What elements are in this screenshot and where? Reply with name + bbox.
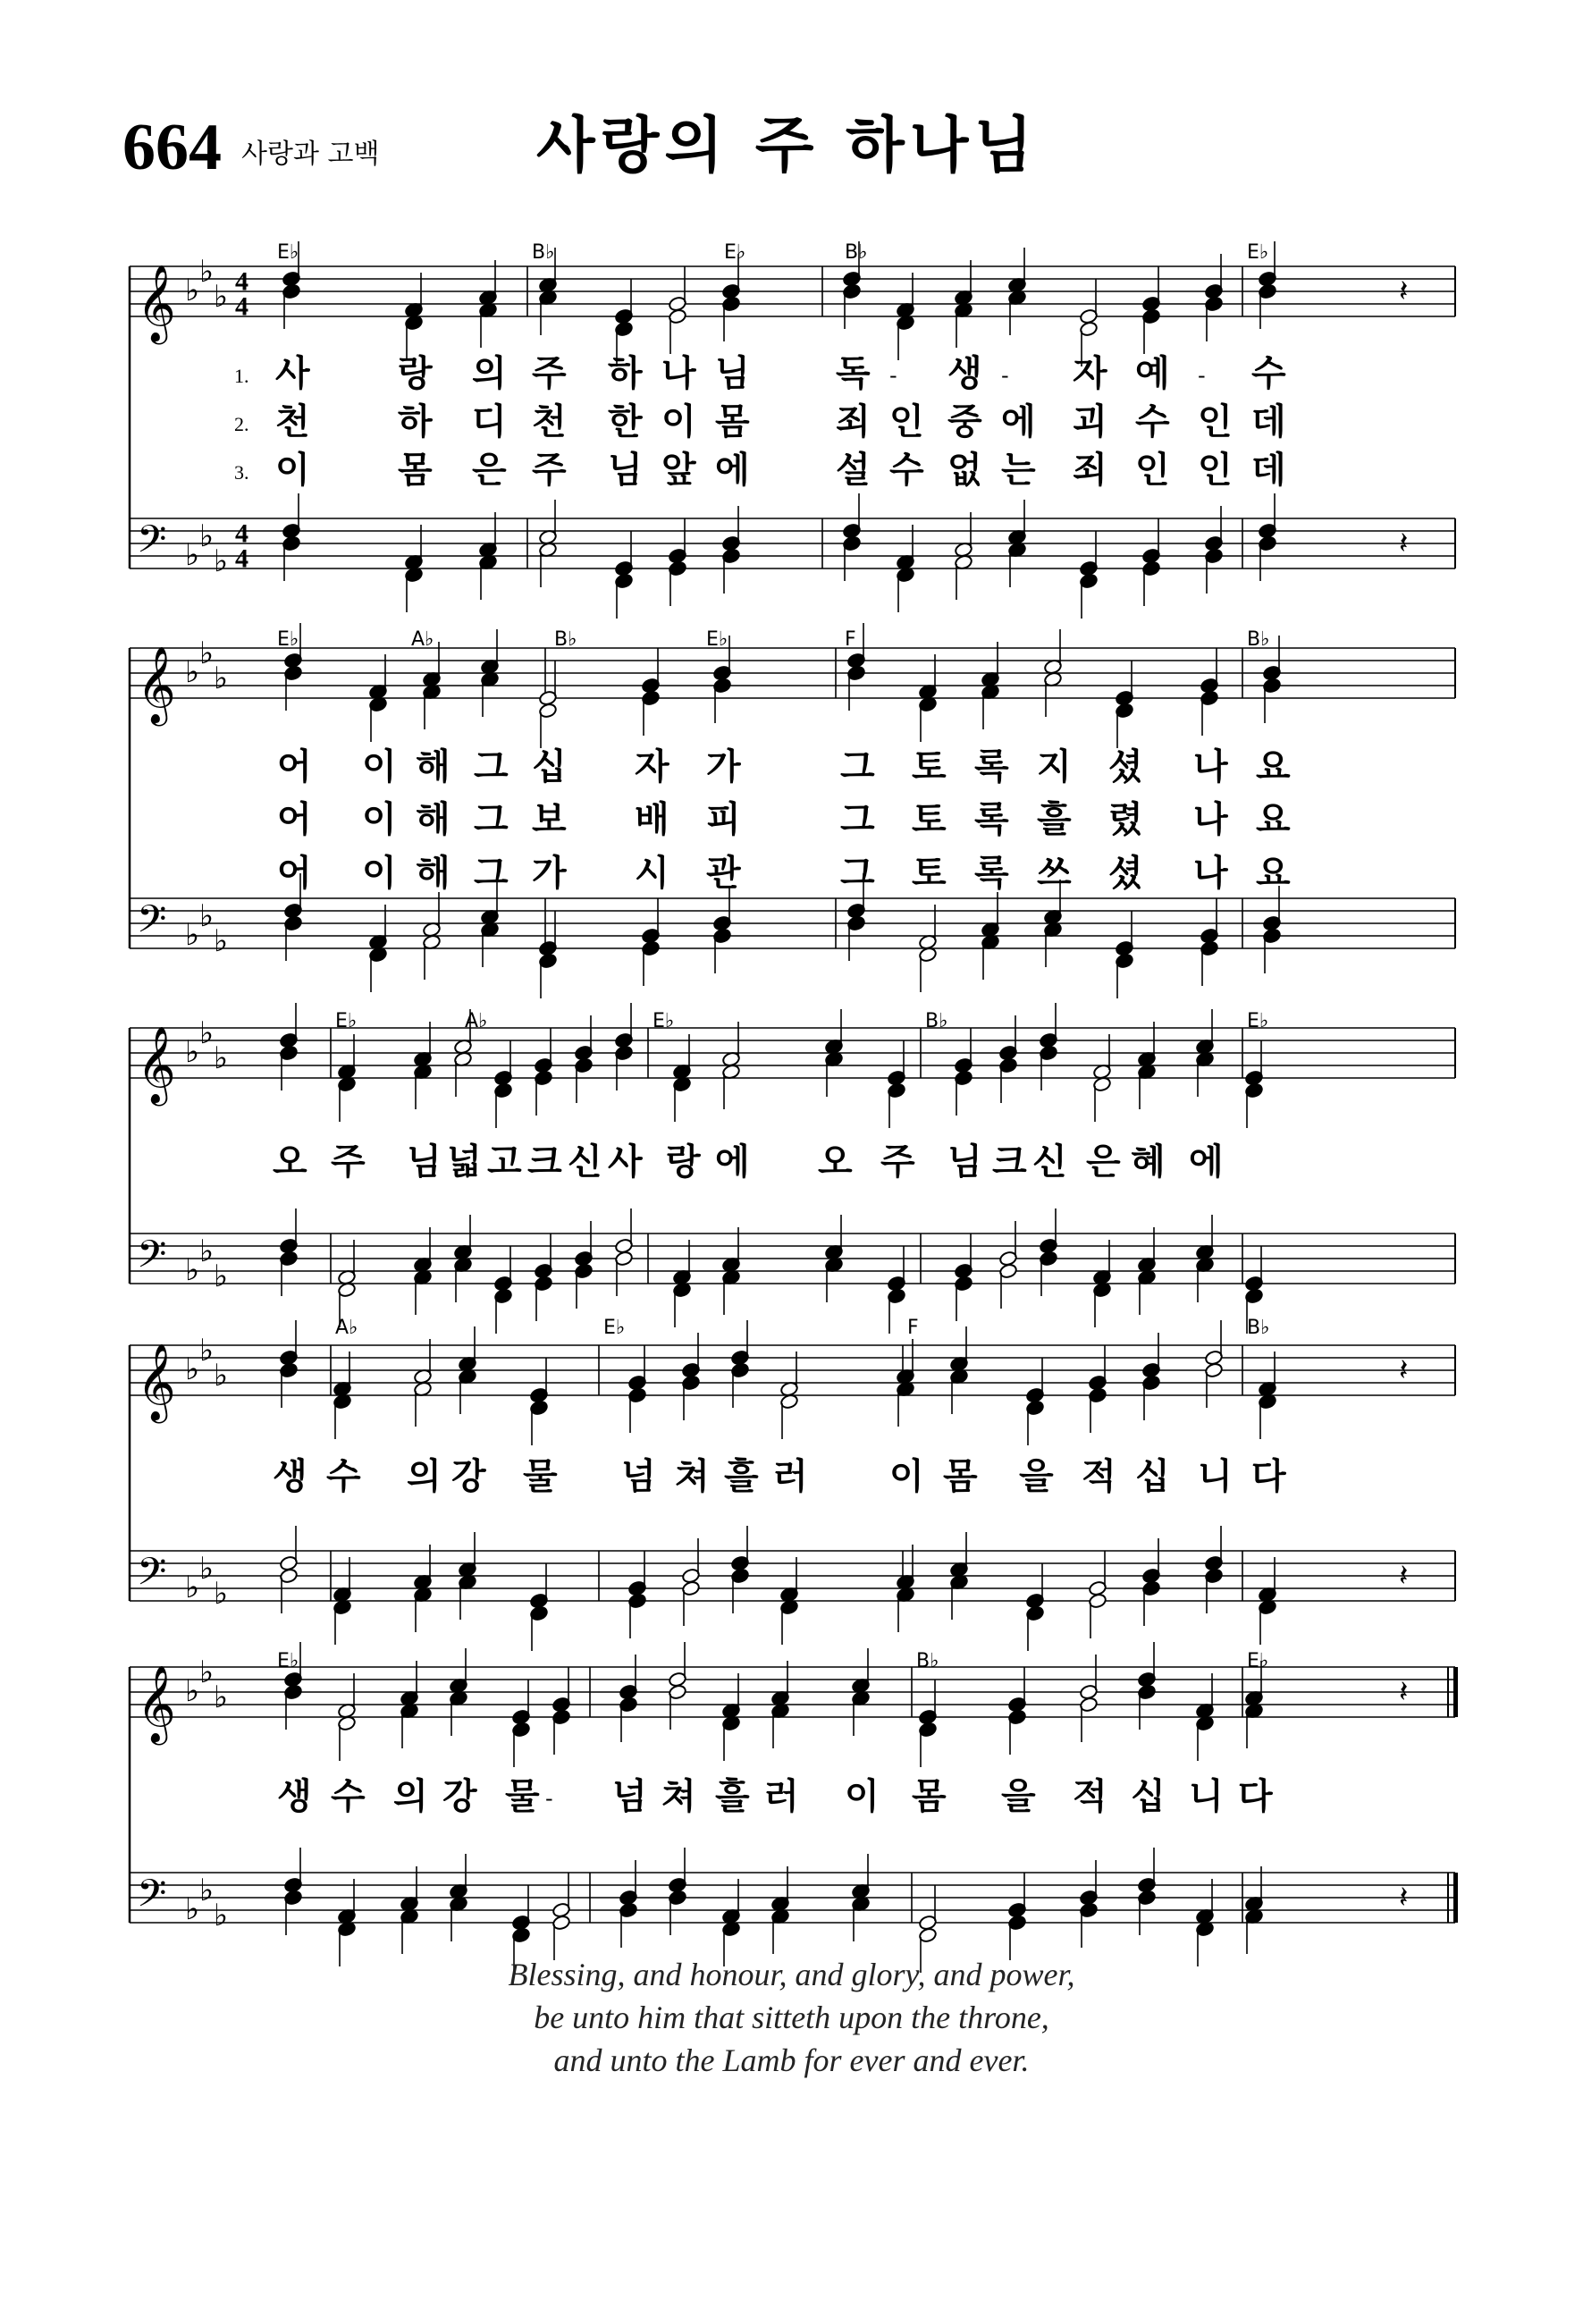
lyric-syllable: 몸 [715,401,750,442]
lyric-line-1 [0,1776,1583,1825]
lyric-syllable: 천 [532,401,567,442]
lyric-syllable: 주 [532,450,567,491]
lyric-syllable: 천 [275,401,310,442]
flat-icon: ♭ [185,1673,200,1709]
chord-symbol: A♭ [411,628,434,651]
lyric-syllable: 이 [889,1456,924,1497]
lyric-syllable: 의 [472,353,507,394]
chord-symbol: E♭ [335,1010,358,1032]
flat-icon: ♭ [199,636,215,671]
lyric-syllable: 이 [362,746,397,787]
lyric-syllable: 인 [1198,401,1233,442]
lyric-syllable: 그 [840,853,875,894]
lyric-syllable: 셨 [1108,746,1143,787]
lyric-syllable: 괴 [1073,401,1107,442]
lyric-syllable: 주 [331,1141,366,1183]
flat-icon: ♭ [214,1898,229,1933]
lyric-syllable: 토 [912,853,947,894]
quarter-rest-icon: 𝄽 [1399,1352,1409,1389]
lyric-syllable: 신 [1032,1141,1067,1183]
lyric-syllable: 사 [275,353,310,394]
lyric-syllable: 강 [451,1456,486,1497]
lyric-syllable: 생 [277,1776,312,1817]
flat-icon: ♭ [214,1680,229,1715]
flat-icon: ♭ [214,1358,229,1394]
lyric-syllable: 주 [880,1141,915,1183]
lyric-syllable: 토 [912,799,947,840]
lyric-syllable: 그 [474,746,509,787]
lyric-syllable: 시 [635,853,669,894]
lyric-syllable: 흘 [1037,799,1072,840]
lyric-syllable: 인 [889,401,924,442]
lyric-syllable: 니 [1189,1776,1224,1817]
lyric-syllable: - [545,1786,553,1811]
flat-icon: ♭ [199,1655,215,1690]
lyric-syllable: 중 [947,401,982,442]
flat-icon: ♭ [185,1252,200,1288]
lyric-syllable: 십 [1135,1456,1170,1497]
lyric-syllable: 독 [836,353,871,394]
lyric-syllable: 지 [1037,746,1072,787]
lyric-syllable: 랑 [398,353,433,394]
lyric-syllable: 크 [992,1141,1027,1183]
lyric-syllable: 님 [608,450,643,491]
chord-symbol: A♭ [465,1010,488,1032]
scripture-quote [0,1953,1583,2082]
bass-clef-icon: 𝄢 [137,1872,167,1925]
lyric-syllable: 니 [1198,1456,1233,1497]
flat-icon: ♭ [185,537,200,573]
lyric-syllable: 물 [523,1456,558,1497]
chord-symbol: E♭ [724,241,746,264]
scripture-line-3: and unto the Lamb for ever and ever. [553,2042,1030,2078]
flat-icon: ♭ [199,518,215,554]
lyric-syllable: 나 [661,353,696,394]
flat-icon: ♭ [214,923,229,959]
lyric-syllable: 보 [532,799,567,840]
hymn-title: 사랑의 주 하나님 [536,111,1039,181]
chord-symbol: E♭ [706,628,728,651]
lyric-syllable: 생 [273,1456,307,1497]
bass-clef-icon: 𝄢 [137,518,167,571]
lyric-syllable: 혜 [1131,1141,1166,1183]
quarter-rest-icon: 𝄽 [1399,1558,1409,1595]
chord-symbol: E♭ [603,1317,626,1339]
chord-symbol: B♭ [916,1650,939,1672]
lyric-syllable: 이 [362,799,397,840]
chord-symbol: E♭ [1247,1010,1269,1032]
chord-symbol: E♭ [277,1650,299,1672]
lyric-syllable: 넘 [621,1456,656,1497]
lyric-syllable: 러 [764,1776,799,1817]
treble-clef-icon: 𝄞 [137,1665,176,1742]
lyric-syllable: 에 [715,1141,750,1183]
lyric-syllable: 랑 [666,1141,701,1183]
lyric-syllable: 인 [1198,450,1233,491]
lyric-syllable: 해 [416,799,450,840]
quarter-rest-icon: 𝄽 [1399,274,1409,310]
chord-symbol: E♭ [1247,1650,1269,1672]
lyric-syllable: 록 [974,799,1009,840]
hymn-number: 664 [122,111,222,184]
lyric-syllable: 님 [715,353,750,394]
chord-symbol: A♭ [335,1317,358,1339]
lyric-syllable: 수 [326,1456,361,1497]
lyric-syllable: 관 [706,853,741,894]
chord-symbol: F [907,1317,919,1339]
flat-icon: ♭ [214,661,229,696]
lyric-syllable: 데 [1251,450,1286,491]
lyric-syllable: 그 [474,853,509,894]
lyric-syllable: 가 [706,746,741,787]
lyric-syllable: 은 [1086,1141,1121,1183]
lyric-syllable: 님 [947,1141,982,1183]
flat-icon: ♭ [214,1259,229,1294]
lyric-syllable: 넓 [447,1141,482,1183]
lyric-syllable: 나 [1193,853,1228,894]
lyric-syllable: - [889,363,897,388]
lyric-syllable: 은 [472,450,507,491]
chord-symbol: E♭ [1247,241,1269,264]
flat-icon: ♭ [185,917,200,953]
lyric-syllable: 셨 [1108,853,1143,894]
lyric-syllable: 어 [277,853,312,894]
flat-icon: ♭ [185,1034,200,1070]
lyric-syllable: 쳐 [675,1456,710,1497]
lyric-syllable: 디 [472,401,507,442]
lyric-syllable: 을 [1001,1776,1036,1817]
bass-clef-icon: 𝄢 [137,1550,167,1604]
time-signature: 4 [235,518,248,549]
lyric-syllable: 요 [1256,799,1291,840]
flat-icon: ♭ [199,898,215,934]
scripture-line-1: Blessing, and honour, and glory, and power, [508,1957,1075,1992]
lyric-syllable: 앞 [661,450,696,491]
lyric-syllable: 흘 [724,1456,759,1497]
lyric-syllable: 어 [277,799,312,840]
lyric-syllable: 몸 [912,1776,947,1817]
time-signature: 4 [235,266,248,297]
bass-clef-icon: 𝄢 [137,1233,167,1286]
lyric-syllable: 적 [1082,1456,1116,1497]
lyric-syllable: 넘 [612,1776,647,1817]
lyric-syllable: 록 [974,746,1009,787]
flat-icon: ♭ [185,654,200,690]
flat-icon: ♭ [199,1873,215,1908]
lyric-syllable: 님 [407,1141,442,1183]
lyric-syllable: 죄 [836,401,871,442]
lyric-syllable: 인 [1135,450,1170,491]
lyric-syllable: 의 [393,1776,428,1817]
flat-icon: ♭ [214,1576,229,1612]
lyric-syllable: 가 [532,853,567,894]
lyric-syllable: 어 [277,746,312,787]
lyric-syllable: 이 [661,401,696,442]
chord-symbol: B♭ [532,241,555,264]
lyric-syllable: 는 [1001,450,1036,491]
lyric-syllable: 쳐 [661,1776,696,1817]
quarter-rest-icon: 𝄽 [1399,526,1409,562]
lyric-syllable: 그 [474,799,509,840]
lyric-syllable: 하 [398,401,433,442]
lyric-syllable: 나 [1193,799,1228,840]
lyric-syllable: 렸 [1108,799,1143,840]
lyric-syllable: 에 [1189,1141,1224,1183]
lyric-syllable: 나 [1193,746,1228,787]
lyric-syllable: 수 [1135,401,1170,442]
lyric-syllable: 사 [608,1141,643,1183]
lyric-syllable: 록 [974,853,1009,894]
lyric-syllable: 신 [568,1141,602,1183]
verse-number: 2. [234,413,249,435]
lyric-syllable: 설 [836,450,871,491]
bass-clef-icon: 𝄢 [137,897,167,951]
chord-symbol: F [845,628,856,651]
lyric-syllable: 에 [1001,401,1036,442]
lyric-syllable: 을 [1019,1456,1054,1497]
treble-clef-icon: 𝄞 [137,646,176,723]
lyric-syllable: 자 [1073,353,1107,394]
lyric-syllable: 의 [407,1456,442,1497]
treble-clef-icon: 𝄞 [137,1026,176,1103]
lyric-syllable: 없 [947,450,982,491]
verse-number: 3. [234,461,249,484]
lyric-syllable: 수 [1251,353,1286,394]
quarter-rest-icon: 𝄽 [1399,1880,1409,1916]
quarter-rest-icon: 𝄽 [1399,1674,1409,1711]
lyric-syllable: 러 [773,1456,808,1497]
lyric-syllable: 다 [1251,1456,1286,1497]
time-signature: 4 [235,291,248,322]
lyric-syllable: 그 [840,799,875,840]
lyric-syllable: 해 [416,853,450,894]
chord-symbol: B♭ [1247,1317,1270,1339]
flat-icon: ♭ [199,1551,215,1587]
chord-symbol: E♭ [277,628,299,651]
lyric-syllable: 그 [840,746,875,787]
lyric-syllable: 물 [505,1776,540,1817]
chord-symbol: E♭ [277,241,299,264]
lyric-syllable: 흘 [715,1776,750,1817]
chord-symbol: E♭ [653,1010,675,1032]
lyric-syllable: 고 [487,1141,522,1183]
lyric-syllable: - [1001,363,1009,388]
chord-symbol: B♭ [845,241,868,264]
lyric-syllable: 크 [527,1141,562,1183]
lyric-syllable: 자 [635,746,669,787]
flat-icon: ♭ [199,254,215,290]
lyric-syllable: 한 [608,401,643,442]
flat-icon: ♭ [185,1570,200,1605]
lyric-syllable: 강 [442,1776,477,1817]
lyric-syllable: 십 [532,746,567,787]
lyric-syllable: 하 [608,353,643,394]
lyric-syllable: 죄 [1073,450,1107,491]
lyric-syllable: 주 [532,353,567,394]
lyric-syllable: 수 [331,1776,366,1817]
scripture-line-2: be unto him that sitteth upon the throne, [534,2000,1049,2035]
lyric-syllable: 이 [362,853,397,894]
lyric-syllable: - [1198,363,1206,388]
lyric-syllable: 데 [1251,401,1286,442]
flat-icon: ♭ [199,1234,215,1269]
lyric-syllable: 이 [275,450,310,491]
lyric-syllable: 수 [889,450,924,491]
flat-icon: ♭ [214,543,229,579]
flat-icon: ♭ [214,1040,229,1076]
lyric-syllable: 다 [1238,1776,1273,1817]
lyric-syllable: 오 [818,1141,853,1183]
time-signature: 4 [235,543,248,574]
lyric-syllable: 에 [715,450,750,491]
flat-icon: ♭ [185,1351,200,1387]
lyric-syllable: 쓰 [1037,853,1072,894]
lyric-syllable: 이 [845,1776,880,1817]
lyric-syllable: 배 [635,799,669,840]
lyric-syllable: 십 [1131,1776,1166,1817]
lyric-syllable: 토 [912,746,947,787]
lyric-syllable: 생 [947,353,982,394]
lyric-syllable: 몸 [943,1456,978,1497]
flat-icon: ♭ [214,279,229,315]
lyric-syllable: 오 [273,1141,307,1183]
lyric-syllable: 해 [416,746,450,787]
lyric-syllable: 예 [1135,353,1170,394]
flat-icon: ♭ [185,1891,200,1927]
flat-icon: ♭ [185,273,200,308]
treble-clef-icon: 𝄞 [137,1343,176,1420]
hymn-category: 사랑과 고백 [241,139,380,170]
chord-symbol: B♭ [1247,628,1270,651]
chord-symbol: B♭ [925,1010,948,1032]
chord-symbol: B♭ [554,628,577,651]
flat-icon: ♭ [199,1015,215,1051]
lyric-syllable: 적 [1073,1776,1107,1817]
lyric-syllable: 요 [1256,853,1291,894]
treble-clef-icon: 𝄞 [137,265,176,341]
lyric-syllable: 피 [706,799,741,840]
lyric-syllable: 요 [1256,746,1291,787]
flat-icon: ♭ [199,1333,215,1368]
verse-number: 1. [234,365,249,387]
lyric-syllable: 몸 [398,450,433,491]
